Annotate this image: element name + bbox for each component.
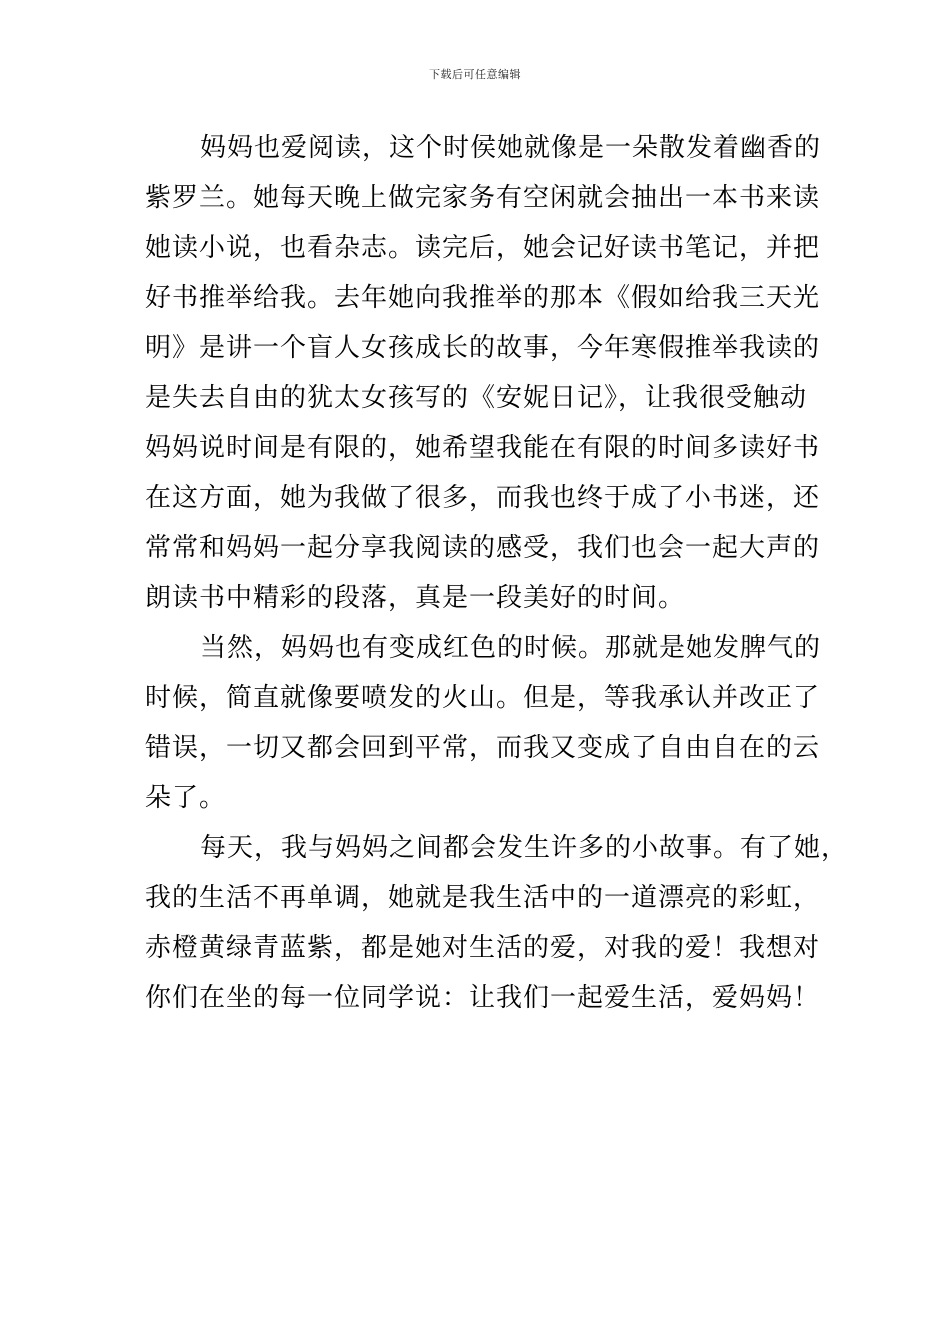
paragraph-1-line-10: 朗读书中精彩的段落，真是一段美好的时间。 — [145, 583, 686, 613]
paragraph-3-line-1: 每天，我与妈妈之间都会发生许多的小故事。有了她， — [200, 833, 849, 863]
paragraph-1-line-1: 妈妈也爱阅读，这个时侯她就像是一朵散发着幽香的 — [200, 133, 822, 163]
paragraph-3-line-3: 赤橙黄绿青蓝紫，都是她对生活的爱，对我的爱！我想对 — [145, 933, 821, 963]
paragraph-1-line-2: 紫罗兰。她每天晚上做完家务有空闲就会抽出一本书来读 — [145, 183, 821, 213]
paragraph-1-line-5: 明》是讲一个盲人女孩成长的故事，今年寒假推举我读的 — [145, 333, 821, 363]
paragraph-1-line-6: 是失去自由的犹太女孩写的《安妮日记》，让我很受触动 — [145, 383, 808, 413]
paragraph-1-line-9: 常常和妈妈一起分享我阅读的感受，我们也会一起大声的 — [145, 533, 821, 563]
page-header-note: 下载后可任意编辑 — [429, 68, 521, 81]
paragraph-2-line-2: 时候，简直就像要喷发的火山。但是，等我承认并改正了 — [145, 683, 821, 713]
paragraph-2-line-4: 朵了。 — [145, 783, 227, 813]
paragraph-1-line-3: 她读小说，也看杂志。读完后，她会记好读书笔记，并把 — [145, 233, 821, 263]
paragraph-1-line-8: 在这方面，她为我做了很多，而我也终于成了小书迷，还 — [145, 483, 821, 513]
paragraph-1-line-7: 妈妈说时间是有限的，她希望我能在有限的时间多读好书 — [145, 433, 821, 463]
paragraph-2-line-3: 错误，一切又都会回到平常，而我又变成了自由自在的云 — [145, 733, 821, 763]
paragraph-1-line-4: 好书推举给我。去年她向我推举的那本《假如给我三天光 — [145, 283, 821, 313]
paragraph-3-line-2: 我的生活不再单调，她就是我生活中的一道漂亮的彩虹， — [145, 883, 821, 913]
paragraph-3-line-4: 你们在坐的每一位同学说：让我们一起爱生活，爱妈妈！ — [145, 983, 821, 1013]
paragraph-2-line-1: 当然，妈妈也有变成红色的时候。那就是她发脾气的 — [200, 633, 822, 663]
